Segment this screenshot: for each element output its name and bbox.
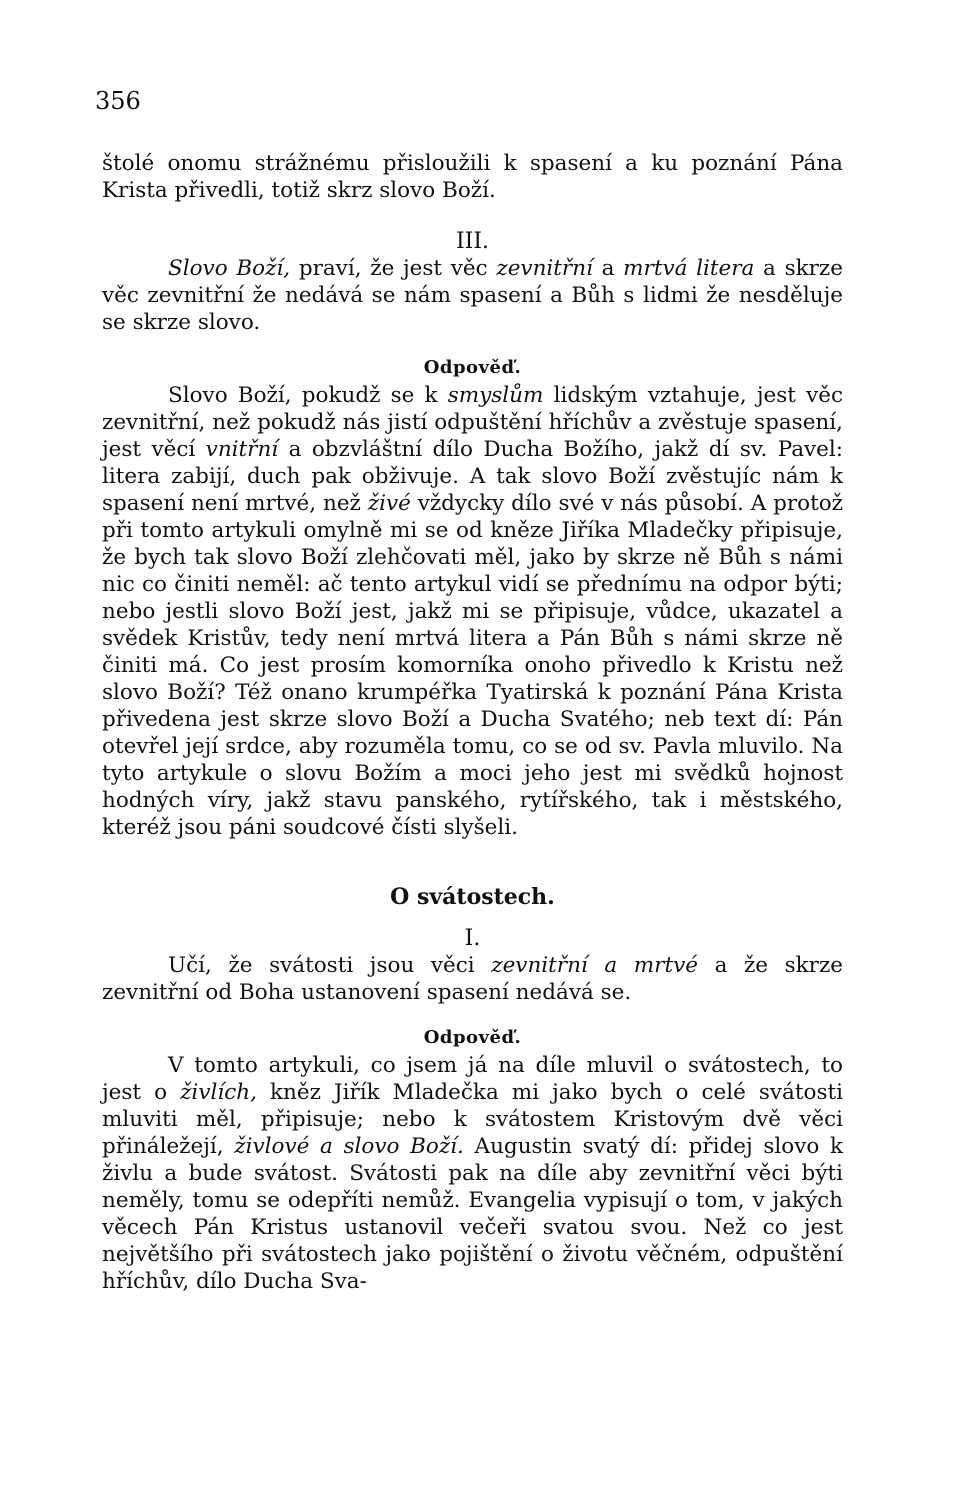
section-iii-answer xyxy=(102,382,843,841)
intro-paragraph: štolé onomu strážnému přisloužili k spasení a ku poznání Pána Krista přivedli, totiž skrz slovo Boží. xyxy=(102,151,843,203)
page-body xyxy=(102,150,843,1295)
answer-italic-phrase: živlích, xyxy=(180,1080,257,1105)
section-title: O svátostech. xyxy=(390,884,555,910)
claim-text: praví, že jest věc xyxy=(290,256,497,281)
answer-text: kněz Jiřík Mladečka mi jako bych o celé svátosti mluviti měl, připisuje; nebo k svátostem Kristovým dvě věci přináležejí, xyxy=(102,1080,843,1159)
claim-text: a že skrze zevnitřní od Boha ustanovení spasení nedává se. xyxy=(102,953,843,1005)
section-numeral-iii: III. xyxy=(455,229,490,254)
section-i-claim xyxy=(102,952,843,1006)
answer-italic-phrase: smyslům xyxy=(447,383,544,408)
claim-italic-phrase: Slovo Boží, xyxy=(168,256,291,281)
answer-text: vždycky dílo své v nás působí. A protož při tomto artykuli omylně mi se od kněze Jiříka Mladečky připisuje, že bych tak slovo Boží zlehčovati měl, jako by skrze ně Bůh s námi nic co činiti neměl: ač tento artykul vidí se přednímu na odpor býti; nebo jestli slovo Boží jest, jakž mi se připisuje, vůdce, ukazatel a svědek Kristův, tedy není mrtvá litera a Pán Bůh s námi skrze ně činiti má. Co jest prosím komorníka onoho přivedlo k Kristu než slovo Boží? Též onano krumpéřka Tyatirská k poznání Pána Krista přivedena jest skrze slovo Boží a Ducha Svatého; neb text dí: Pán otevřel její srdce, aby rozuměla tomu, co se od sv. Pavla mluvilo. Na tyto artykule o slovu Božím a moci jeho jest mi svědků hojnost hodných víry, jakž stavu panského, rytířského, tak i městského, kteréž jsou páni soudcové čísti slyšeli. xyxy=(102,491,843,840)
page-number: 356 xyxy=(95,87,141,115)
claim-italic-phrase: zevnitřní xyxy=(496,256,593,281)
claim-text: Učí, že svátosti jsou věci xyxy=(168,953,492,978)
claim-italic-phrase: mrtvá litera xyxy=(623,256,755,281)
answer-text: V tomto artykuli, co jsem já na díle mluvil o svátostech, to jest o xyxy=(102,1053,843,1105)
answer-heading-iii: Odpověď. xyxy=(423,357,522,378)
answer-italic-phrase: vnitřní xyxy=(205,437,279,462)
answer-italic-phrase: živé xyxy=(367,491,411,516)
section-numeral-i: I. xyxy=(464,926,481,951)
claim-text: a xyxy=(592,256,624,281)
answer-heading-i: Odpověď. xyxy=(423,1027,522,1048)
answer-italic-phrase: živlové a slovo Boží. xyxy=(234,1134,464,1159)
answer-text: Slovo Boží, pokudž se k xyxy=(168,383,448,408)
claim-italic-phrase: zevnitřní a mrtvé xyxy=(491,953,698,978)
claim-text: a skrze věc zevnitřní že nedává se nám spasení a Bůh s lidmi že nesděluje se skrze slovo. xyxy=(102,256,843,335)
section-iii-claim xyxy=(102,255,843,336)
answer-text: Augustin svatý dí: přidej slovo k živlu a bude svátost. Svátosti pak na díle aby zevnitřní věci býti neměly, tomu se odepříti nemůž. Evangelia vypisují o tom, v jakých věcech Pán Kristus ustanovil večeři svatou svou. Než co jest největšího při svátostech jako pojištění o životu věčném, odpuštění hříchův, dílo Ducha Sva- xyxy=(102,1134,843,1294)
answer-text: lidským vztahuje, jest věc zevnitřní, než pokudž nás jistí odpuštění hříchův a zvěstuje spasení, jest věcí xyxy=(102,383,843,462)
section-i-answer xyxy=(102,1052,843,1295)
answer-text: a obzvláštní dílo Ducha Božího, jakž dí sv. Pavel: litera zabijí, duch pak obživuje. A tak slovo Boží zvěstujíc nám k spasení není mrtvé, než xyxy=(102,437,843,516)
